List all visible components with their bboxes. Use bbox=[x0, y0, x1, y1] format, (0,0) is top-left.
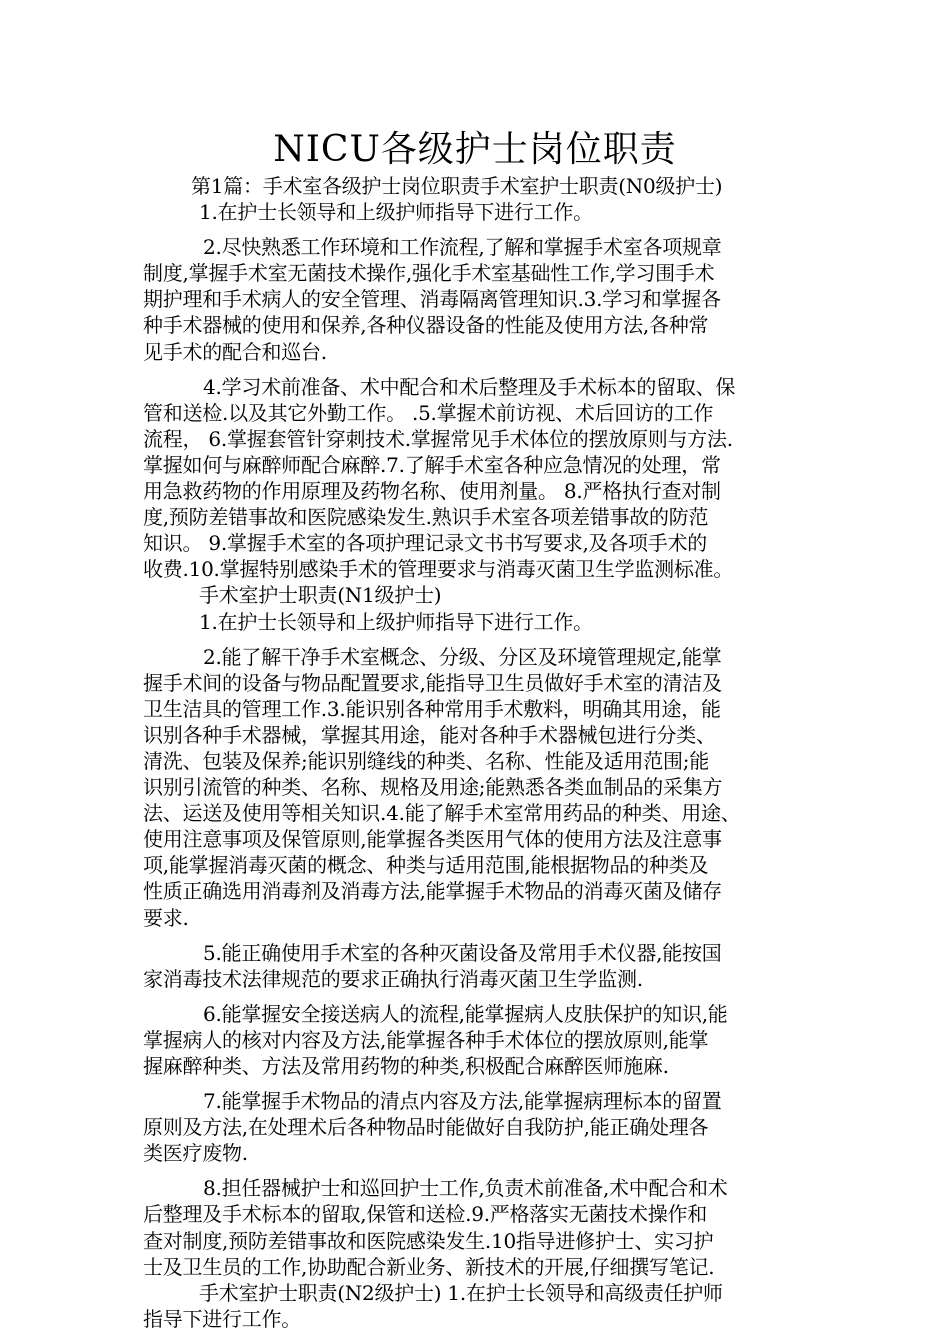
text-line: 知识。 9.掌握手术室的各项护理记录文书书写要求,及各项手术的 bbox=[143, 531, 708, 556]
text-line: 指导下进行工作。 bbox=[143, 1306, 301, 1331]
text-line: 4.学习术前准备、术中配合和术后整理及手术标本的留取、保 bbox=[203, 374, 736, 399]
paragraph-gap bbox=[143, 225, 818, 234]
text-line: 识别引流管的种类、名称、规格及用途;能熟悉各类血制品的采集方 bbox=[143, 775, 723, 800]
text-line: 2.尽快熟悉工作环境和工作流程,了解和掌握手术室各项规章 bbox=[203, 235, 722, 260]
section-heading: 手术室护士职责(N2级护士) 1.在护士长领导和高级责任护师 bbox=[199, 1280, 723, 1305]
text-line: 原则及方法,在处理术后各种物品时能做好自我防护,能正确处理各 bbox=[143, 1115, 709, 1140]
article-heading: 第1篇：手术室各级护士岗位职责手术室护士职责(N0级护士) bbox=[191, 174, 723, 198]
text-line: 掌握如何与麻醉师配合麻醉.7.了解手术室各种应急情况的处理，常 bbox=[143, 452, 721, 477]
text-line: 2.能了解干净手术室概念、分级、分区及环境管理规定,能掌 bbox=[203, 644, 722, 669]
text-line: 握手术间的设备与物品配置要求,能指导卫生员做好手术室的清洁及 bbox=[143, 670, 722, 695]
paragraph-gap bbox=[143, 635, 818, 644]
text-line: 项,能掌握消毒灭菌的概念、种类与适用范围,能根据物品的种类及 bbox=[143, 853, 709, 878]
paragraph-gap bbox=[143, 1166, 818, 1175]
text-line: 用急救药物的作用原理及药物名称、使用剂量。 8.严格执行查对制 bbox=[143, 479, 721, 504]
text-line: 卫生洁具的管理工作.3.能识别各种常用手术敷料，明确其用途，能 bbox=[143, 696, 721, 721]
text-line: 1.在护士长领导和上级护师指导下进行工作。 bbox=[199, 609, 593, 634]
text-line: 5.能正确使用手术室的各种灭菌设备及常用手术仪器,能按国 bbox=[203, 940, 722, 965]
text-line: 要求. bbox=[143, 905, 189, 930]
text-line: 掌握病人的核对内容及方法,能掌握各种手术体位的摆放原则,能掌 bbox=[143, 1027, 709, 1052]
text-line: 识别各种手术器械，掌握其用途，能对各种手术器械包进行分类、 bbox=[143, 722, 716, 747]
paragraph-gap bbox=[143, 1079, 818, 1088]
text-line: 种手术器械的使用和保养,各种仪器设备的性能及使用方法,各种常 bbox=[143, 313, 709, 338]
text-line: 收费.10.掌握特别感染手术的管理要求与消毒灭菌卫生学监测标准。 bbox=[143, 557, 734, 582]
text-line: 8.担任器械护士和巡回护士工作,负责术前准备,术中配合和术 bbox=[203, 1176, 728, 1201]
text-line: 制度,掌握手术室无菌技术操作,强化手术室基础性工作,学习围手术 bbox=[143, 261, 715, 286]
section-heading: 手术室护士职责(N1级护士) bbox=[199, 583, 442, 608]
text-line: 后整理及手术标本的留取,保管和送检.9.严格落实无菌技术操作和 bbox=[143, 1202, 708, 1227]
text-line: 见手术的配合和巡台. bbox=[143, 339, 327, 364]
text-line: 清洗、包装及保养;能识别缝线的种类、名称、性能及适用范围;能 bbox=[143, 748, 709, 773]
text-line: 性质正确选用消毒剂及消毒方法,能掌握手术物品的消毒灭菌及储存 bbox=[143, 879, 722, 904]
text-line: 法、运送及使用等相关知识.4.能了解手术室常用药品的种类、用途、 bbox=[143, 801, 741, 826]
text-line: 士及卫生员的工作,协助配合新业务、新技术的开展,仔细撰写笔记. bbox=[143, 1254, 715, 1279]
text-line: 类医疗废物. bbox=[143, 1141, 248, 1166]
text-line: 度,预防差错事故和医院感染发生.熟识手术室各项差错事故的防范 bbox=[143, 505, 709, 530]
text-line: 握麻醉种类、方法及常用药物的种类,积极配合麻醉医师施麻. bbox=[143, 1054, 669, 1078]
text-line: 使用注意事项及保管原则,能掌握各类医用气体的使用方法及注意事 bbox=[143, 827, 722, 852]
text-line: 查对制度,预防差错事故和医院感染发生.10指导进修护士、实习护 bbox=[143, 1228, 714, 1253]
text-line: 期护理和手术病人的安全管理、消毒隔离管理知识.3.学习和掌握各 bbox=[143, 287, 721, 312]
text-line: 流程， 6.掌握套管针穿刺技术.掌握常见手术体位的摆放原则与方法. bbox=[143, 426, 733, 451]
document-body bbox=[143, 173, 818, 1332]
text-line: 1.在护士长领导和上级护师指导下进行工作。 bbox=[199, 200, 593, 225]
paragraph-gap bbox=[143, 992, 818, 1001]
text-line: 管和送检.以及其它外勤工作。 .5.掌握术前访视、术后回访的工作 bbox=[143, 400, 714, 425]
paragraph-gap bbox=[143, 365, 818, 374]
document-title: NICU各级护士岗位职责 bbox=[273, 129, 677, 170]
text-line: 家消毒技术法律规范的要求正确执行消毒灭菌卫生学监测. bbox=[143, 966, 643, 991]
text-line: 6.能掌握安全接送病人的流程,能掌握病人皮肤保护的知识,能 bbox=[203, 1001, 728, 1026]
text-line: 7.能掌握手术物品的清点内容及方法,能掌握病理标本的留置 bbox=[203, 1089, 722, 1114]
paragraph-gap bbox=[143, 931, 818, 940]
